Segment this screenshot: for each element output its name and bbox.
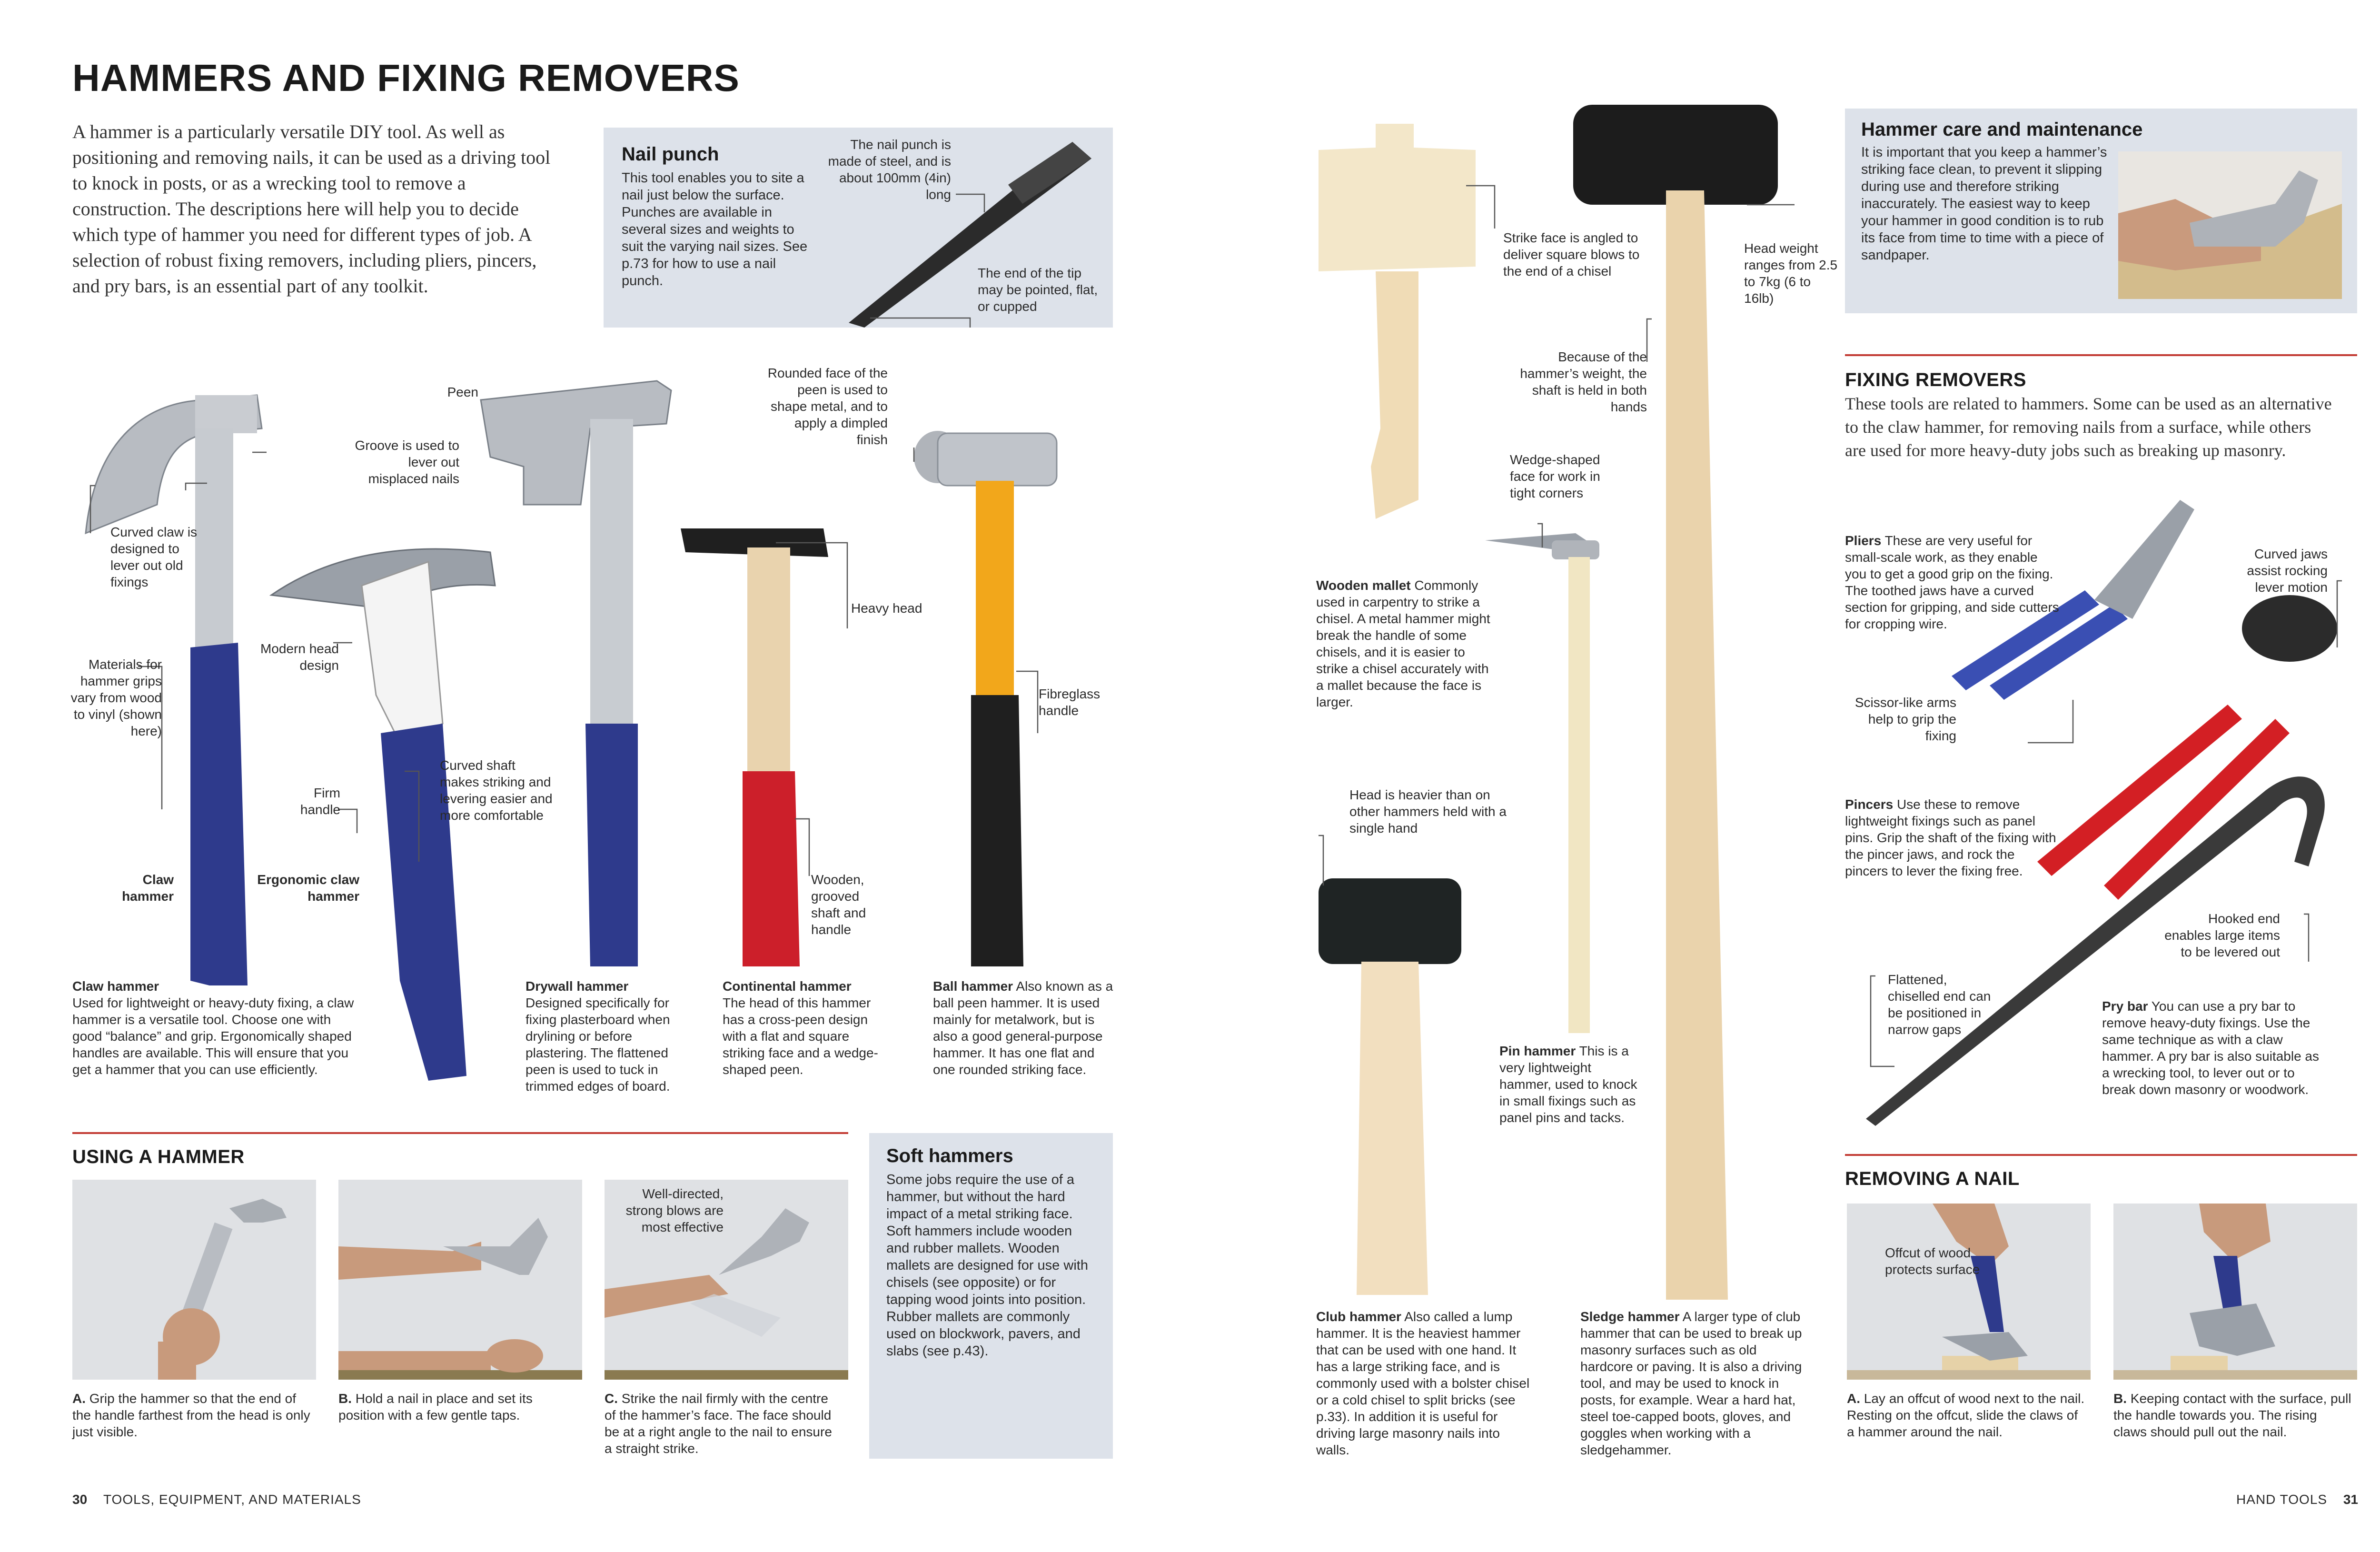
removing-step-a-text: Lay an offcut of wood next to the nail. Resting on the offcut, slide the claws of a hammer around the nail. — [1847, 1391, 2085, 1439]
using-divider — [72, 1132, 848, 1134]
desc-drywall-hammer — [526, 978, 697, 1094]
desc-continental-hammer — [723, 978, 894, 1078]
desc-claw-hammer-text: Used for lightweight or heavy-duty fixing, a claw hammer is a versatile tool. Choose one with good “balance” and grip. Ergonomically shaped handles are available. This will ensure that you get a hammer that you can use efficiently. — [72, 995, 354, 1077]
removing-step-a-label: A. — [1847, 1391, 1860, 1406]
using-step-a-label: A. — [72, 1391, 86, 1406]
using-photo-a-illustration — [72, 1180, 316, 1380]
using-step-c-text: Strike the nail firmly with the centre of the hammer’s face. The face should be at a right angle to the nail to ensure a straight strike. — [605, 1391, 832, 1456]
removing-photo-b-illustration — [2113, 1204, 2357, 1380]
desc-continental-hammer-name: Continental hammer — [723, 979, 852, 994]
desc-pry-bar-text: You can use a pry bar to remove heavy-duty fixings. Use the same technique as with a claw hammer. A pry bar is also suitable as a wrecking tool, to lever out or to break down masonry or woodwork. — [2102, 999, 2319, 1097]
footer-right-page-number: 31 — [2343, 1492, 2358, 1507]
nail-punch-heading: Nail punch — [622, 144, 719, 165]
desc-club-hammer — [1316, 1308, 1535, 1458]
fixing-divider — [1845, 354, 2357, 356]
using-heading: USING A HAMMER — [72, 1146, 245, 1167]
callout-materials: Materials for hammer grips vary from wood to vinyl (shown here) — [70, 657, 162, 738]
desc-pin-hammer-text: This is a very lightweight hammer, used to knock in small fixings such as panel pins and tacks. — [1499, 1044, 1637, 1125]
using-step-a-text: Grip the hammer so that the end of the handle farthest from the head is only just visible. — [72, 1391, 310, 1439]
removing-heading: REMOVING A NAIL — [1845, 1168, 2020, 1189]
soft-hammers-heading: Soft hammers — [886, 1145, 1013, 1166]
callout-rounded-face: Rounded face of the peen is used to shape metal, and to apply a dimpled finish — [767, 366, 888, 447]
using-step-b-label: B. — [338, 1391, 352, 1406]
callout-hooked: Hooked end enables large items to be levered out — [2164, 911, 2280, 959]
callout-heavy-head: Heavy head — [851, 601, 922, 616]
care-photo — [2118, 151, 2342, 299]
desc-wooden-mallet-name: Wooden mallet — [1316, 578, 1411, 593]
using-step-c-label: C. — [605, 1391, 618, 1406]
using-photo-c — [605, 1180, 848, 1380]
callout-because: Because of the hammer’s weight, the shaft is held in both hands — [1520, 349, 1647, 414]
callout-flattened: Flattened, chiselled end can be positioned in narrow gaps — [1888, 972, 1991, 1037]
using-step-b — [338, 1390, 576, 1423]
desc-claw-hammer-name: Claw hammer — [72, 979, 159, 994]
footer-right — [2236, 1491, 2358, 1508]
care-box — [1845, 109, 2357, 313]
nail-punch-box — [604, 128, 1113, 328]
label-ergonomic-claw-hammer: Ergonomic claw hammer — [257, 872, 359, 904]
nail-punch-callout-tip: The end of the tip may be pointed, flat, or cupped — [978, 266, 1098, 314]
desc-pry-bar — [2102, 998, 2321, 1098]
desc-club-hammer-text: Also called a lump hammer. It is the heaviest hammer that can be used with one hand. It has a large striking face, and is commonly used with a bolster chisel or a cold chisel to split bricks (see p.33). In addition it is useful for driving large masonry nails into walls. — [1316, 1309, 1530, 1457]
callout-groove: Groove is used to lever out misplaced nails — [355, 438, 459, 486]
page-title: HAMMERS AND FIXING REMOVERS — [72, 57, 740, 99]
callout-fibreglass: Fibreglass handle — [1039, 686, 1101, 718]
using-photo-a — [72, 1180, 316, 1380]
using-step-c — [605, 1390, 843, 1457]
desc-pry-bar-name: Pry bar — [2102, 999, 2148, 1014]
removing-photo-a-illustration — [1847, 1204, 2091, 1380]
pin-hammer-icon — [1485, 533, 1599, 1033]
care-body: It is important that you keep a hammer’s striking face clean, to prevent it slipping during use and therefore striking inaccurately. The easiest way to keep your hammer in good condition is to rub its face from time to time with a piece of sandpaper. — [1861, 145, 2107, 263]
nail-punch-body: This tool enables you to site a nail just below the surface. Punches are available in several sizes and weights to suit the varying nail sizes. See p.73 for how to use a nail punch. — [622, 170, 808, 289]
desc-wooden-mallet — [1316, 577, 1497, 710]
desc-pincers-name: Pincers — [1845, 797, 1894, 812]
using-photo-b-illustration — [338, 1180, 582, 1380]
callout-modern-head: Modern head design — [260, 641, 339, 673]
desc-pincers-text: Use these to remove lightweight fixings such as panel pins. Grip the shaft of the fixing with the pincer jaws, and rock the pincers to lever the fixing free. — [1845, 797, 2056, 878]
desc-pincers — [1845, 796, 2059, 879]
using-step-a — [72, 1390, 310, 1440]
desc-pliers-name: Pliers — [1845, 533, 1882, 548]
continental-hammer-icon — [681, 528, 828, 966]
footer-left — [72, 1491, 361, 1508]
label-claw-hammer: Claw hammer — [122, 872, 174, 904]
desc-wooden-mallet-text: Commonly used in carpentry to strike a chisel. A metal hammer might break the handle of some chisels, and it is easier to strike a chisel accurately with a mallet because the face is larger. — [1316, 578, 1490, 709]
care-photo-illustration — [2118, 151, 2342, 299]
ball-hammer-icon — [914, 431, 1057, 966]
callout-heavier: Head is heavier than on other hammers held with a single hand — [1349, 787, 1507, 836]
callout-wooden-shaft: Wooden, grooved shaft and handle — [811, 872, 866, 937]
desc-ball-hammer — [933, 978, 1114, 1078]
desc-sledge-hammer-name: Sledge hammer — [1580, 1309, 1680, 1324]
fixing-intro: These tools are related to hammers. Some can be used as an alternative to the claw hammer, for removing nails from a surface, while others are used for more heavy-duty jobs such as breaking up masonry. — [1845, 394, 2332, 460]
using-photo-b — [338, 1180, 582, 1380]
footer-left-section: TOOLS, EQUIPMENT, AND MATERIALS — [103, 1492, 361, 1507]
footer-left-page-number: 30 — [72, 1492, 88, 1507]
desc-pliers — [1845, 532, 2059, 632]
nail-punch-callout-steel: The nail punch is made of steel, and is about 100mm (4in) long — [828, 137, 951, 202]
callout-curved-claw: Curved claw is designed to lever out old fixings — [110, 525, 198, 589]
care-heading: Hammer care and maintenance — [1861, 119, 2143, 140]
using-overlay: Well-directed, strong blows are most effective — [625, 1186, 724, 1234]
desc-drywall-hammer-text: Designed specifically for fixing plasterboard when drylining or before plastering. The flattened peen is used to tuck in trimmed edges of board. — [526, 995, 670, 1094]
intro-text: A hammer is a particularly versatile DIY tool. As well as positioning and removing nails, it can be used as a driving tool to knock in posts, or as a wrecking tool to remove a construction. The descriptions here will help you to decide which type of hammer you need for different types of job. A selection of robust fixing removers, including pliers, pincers, and pry bars, is an essential part of any toolkit. — [72, 121, 551, 297]
removing-step-a — [1847, 1390, 2085, 1440]
desc-club-hammer-name: Club hammer — [1316, 1309, 1401, 1324]
desc-pin-hammer-name: Pin hammer — [1499, 1044, 1576, 1058]
desc-pliers-text: These are very useful for small-scale work, as they enable you to get a good grip on the fixing. The toothed jaws have a curved section for gripping, and side cutters for cropping wire. — [1845, 533, 2059, 631]
desc-drywall-hammer-name: Drywall hammer — [526, 979, 629, 994]
nail-punch-illustration — [604, 128, 1113, 328]
removing-step-b — [2113, 1390, 2351, 1440]
soft-hammers-box — [869, 1133, 1113, 1459]
fixing-heading: FIXING REMOVERS — [1845, 369, 2026, 390]
removing-photo-a — [1847, 1204, 2091, 1380]
drywall-hammer-icon — [481, 381, 671, 966]
callout-wedge: Wedge-shaped face for work in tight corners — [1510, 452, 1600, 500]
desc-claw-hammer — [72, 978, 358, 1078]
callout-curved-shaft: Curved shaft makes striking and levering easier and more comfortable — [440, 758, 553, 823]
soft-hammers-body: Some jobs require the use of a hammer, but without the hard impact of a metal striking face. Soft hammers include wooden and rubber mallets. Wooden mallets are designed for use with chisels (see opposite) or for tapping wood joints into position. Rubber mallets are commonly used on blockwork, pavers, and slabs (see p.43). — [886, 1172, 1088, 1359]
callout-peen: Peen — [447, 385, 478, 399]
removing-overlay: Offcut of wood protects surface — [1885, 1245, 1980, 1277]
callout-strike-face: Strike face is angled to deliver square blows to the end of a chisel — [1503, 230, 1640, 279]
using-step-b-text: Hold a nail in place and set its position with a few gentle taps. — [338, 1391, 533, 1423]
desc-continental-hammer-text: The head of this hammer has a cross-peen design with a flat and square striking face and a wedge-shaped peen. — [723, 995, 878, 1077]
callout-curved-jaws: Curved jaws assist rocking lever motion — [2247, 547, 2328, 595]
desc-sledge-hammer — [1580, 1308, 1809, 1458]
desc-sledge-hammer-text: A larger type of club hammer that can be used to break up masonry surfaces such as old hardcore or paving. It is also a driving tool, and may be used to knock in posts, for example. Wear a hard hat, steel toe-capped boots, gloves, and goggles when working with a sledgehammer. — [1580, 1309, 1802, 1457]
desc-pin-hammer — [1499, 1043, 1642, 1126]
removing-photo-b — [2113, 1204, 2357, 1380]
callout-scissor: Scissor-like arms help to grip the fixing — [1854, 695, 1956, 743]
wooden-mallet-icon — [1319, 124, 1476, 519]
removing-step-b-text: Keeping contact with the surface, pull the handle towards you. The rising claws should pull out the nail. — [2113, 1391, 2351, 1439]
footer-right-section: HAND TOOLS — [2236, 1492, 2328, 1507]
desc-ball-hammer-name: Ball hammer — [933, 979, 1013, 994]
callout-head-weight: Head weight ranges from 2.5 to 7kg (6 to 16lb) — [1744, 241, 1838, 306]
callout-firm-handle: Firm handle — [300, 786, 340, 817]
removing-divider — [1845, 1154, 2357, 1156]
desc-ball-hammer-text: Also known as a ball peen hammer. It is used mainly for metalwork, but is also a good general-purpose hammer. It has one flat and one rounded striking face. — [933, 979, 1113, 1077]
club-hammer-icon — [1319, 878, 1461, 1295]
removing-step-b-label: B. — [2113, 1391, 2127, 1406]
